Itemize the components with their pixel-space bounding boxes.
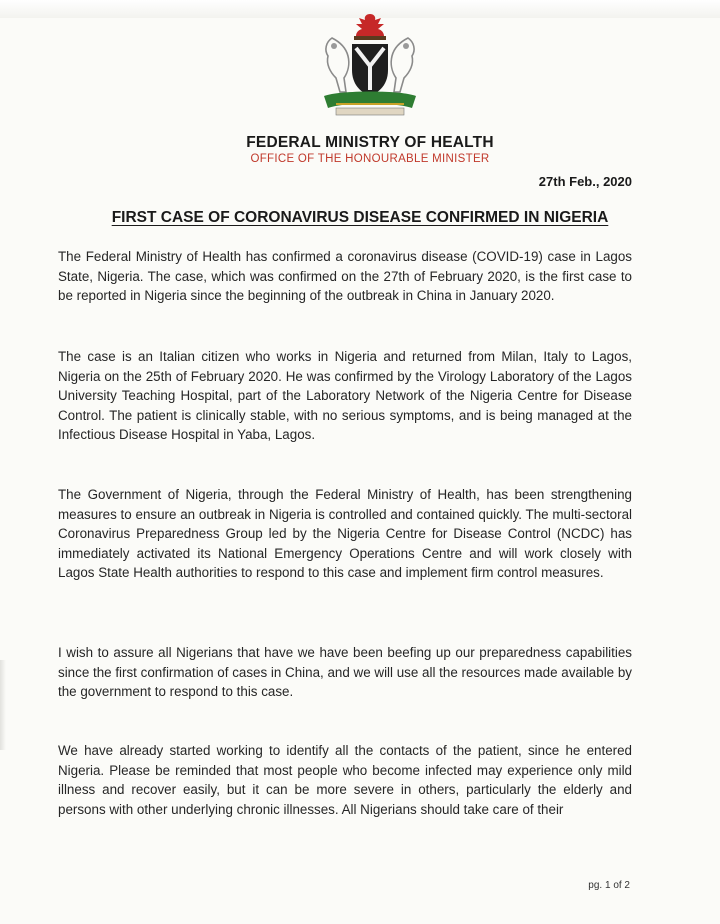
paragraph-5: We have already started working to identify all the contacts of the patient, since he entered Nigeria. Please be reminded that most people who become infected may experience only mild illness and recover easily, but it can be more severe in others, particularly the elderly and persons with other underlying chronic illnesses. All Nigerians should take care of their [58, 743, 632, 817]
organization-name: FEDERAL MINISTRY OF HEALTH [246, 134, 494, 151]
page-number: pg. 1 of 2 [588, 880, 630, 891]
paragraph-2: The case is an Italian citizen who works in Nigeria and returned from Milan, Italy to Lagos, Nigeria on the 25th of February 2020. He was confirmed by the Virology Laboratory of the Lagos University Teaching Hospital, part of the Laboratory Network of the Nigeria Centre for Disease Control. The patient is clinically stable, with no serious symptoms, and is being managed at the Infectious Disease Hospital in Yaba, Lagos. [58, 349, 632, 443]
paragraph-4: I wish to assure all Nigerians that have we have been beefing up our preparedness capabilities since the first confirmation of cases in China, and we will use all the resources made available by the government to respond to this case. [58, 645, 632, 700]
paragraph-1: The Federal Ministry of Health has confirmed a coronavirus disease (COVID-19) case in Lagos State, Nigeria. The case, which was confirmed on the 27th of February 2020, is the first case to be reported in Nigeria since the beginning of the outbreak in China in January 2020. [58, 249, 632, 304]
scan-shadow [0, 660, 6, 750]
document-date: 27th Feb., 2020 [538, 174, 632, 189]
coat-of-arms-icon [296, 8, 444, 120]
document-title: FIRST CASE OF CORONAVIRUS DISEASE CONFIRMED IN NIGERIA [111, 209, 609, 226]
paragraph-3: The Government of Nigeria, through the Federal Ministry of Health, has been strengthening measures to ensure an outbreak in Nigeria is controlled and contained quickly. The multi-sectoral Coronavirus Preparedness Group led by the Nigeria Centre for Disease Control (NCDC) has immediately activated its National Emergency Operations Centre and will work closely with Lagos State Health authorities to respond to this case and implement firm control measures. [58, 487, 632, 581]
office-name: OFFICE OF THE HONOURABLE MINISTER [250, 153, 490, 165]
